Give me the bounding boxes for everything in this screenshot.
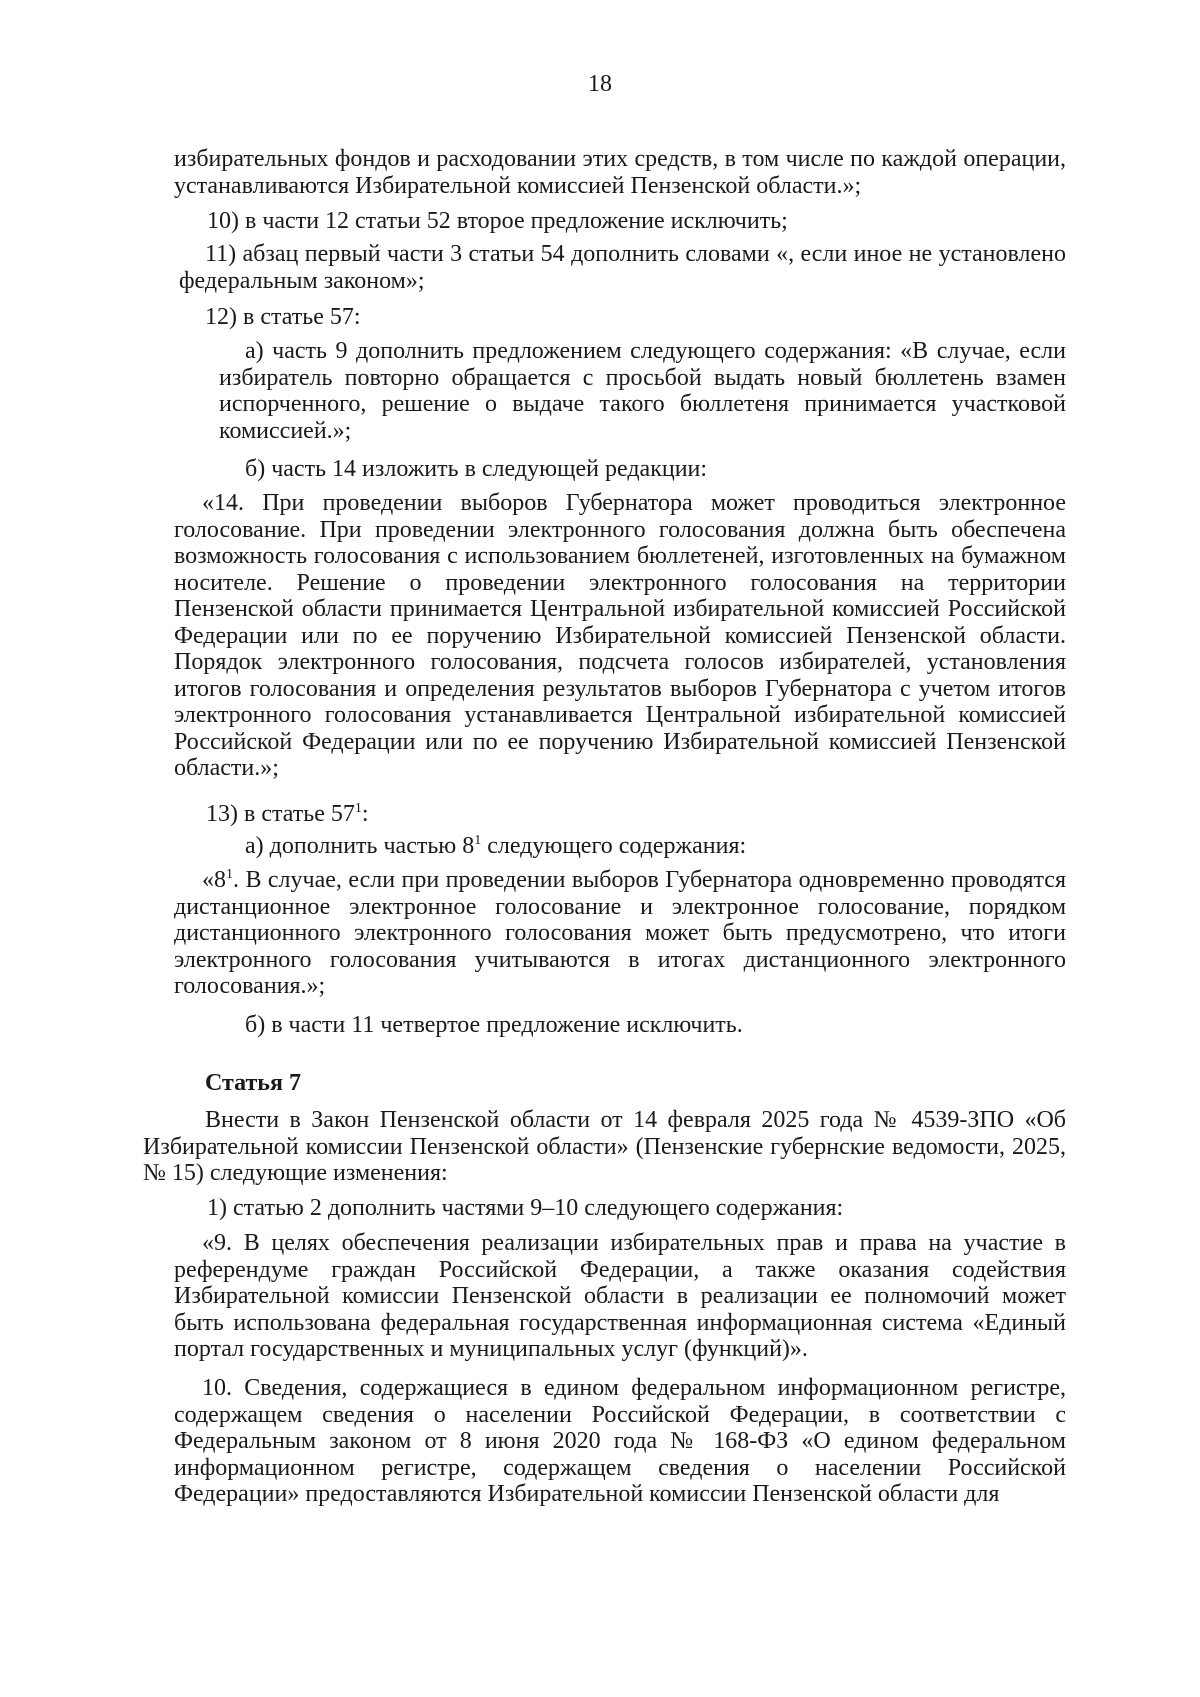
paragraph-9-text: а) дополнить частью 8 <box>245 833 475 859</box>
paragraph-2: 10) в части 12 статьи 52 второе предложение исключить; <box>207 208 788 234</box>
paragraph-9 <box>174 833 1066 860</box>
paragraph-12: Внести в Закон Пензенской области от 14 февраля 2025 года № 4539-ЗПО «Об Избирательной комиссии Пензенской области» (Пензенские губернские ведомости, 2025, № 15) следующие изменения: <box>143 1107 1066 1186</box>
paragraph-6: б) часть 14 изложить в следующей редакции: <box>245 456 708 482</box>
paragraph-3: 11) абзац первый части 3 статьи 54 дополнить словами «, если иное не установлено федеральным законом»; <box>179 241 1066 294</box>
paragraph-13: 1) статью 2 дополнить частями 9–10 следующего содержания: <box>207 1195 844 1221</box>
paragraph-5: а) часть 9 дополнить предложением следующего содержания: «В случае, если избиратель повторно обращается с просьбой выдать новый бюллетень взамен испорченного, решение о выдаче такого бюллетеня принимается участковой комиссией.»; <box>219 338 1066 444</box>
paragraph-10-tail: . В случае, если при проведении выборов Губернатора одновременно проводятся дистанционное электронное голосование и электронное голосование, порядком дистанционного электронного голосования может быть предусмотрено, что итоги электронного голосования учитываются в итогах дистанционного электронного голосования.»; <box>174 867 1066 999</box>
paragraph-10 <box>174 867 1066 1000</box>
paragraph-7: «14. При проведении выборов Губернатора может проводиться электронное голосование. При проведении электронного голосования должна быть обеспечена возможность голосования с использованием бюллетеней, изготовленных на бумажном носителе. Решение о проведении электронного голосования на территории Пензенской области принимается Центральной избирательной комиссией Российской Федерации или по ее поручению Избирательной комиссией Пензенской области. Порядок электронного голосования, подсчета голосов избирателей, установления итогов голосования и определения результатов выборов Губернатора с учетом итогов электронного голосования устанавливается Центральной избирательной комиссией Российской Федерации или по ее поручению Избирательной комиссией Пензенской области.»; <box>174 490 1066 781</box>
paragraph-9-superscript: 1 <box>474 833 482 848</box>
page-number: 18 <box>588 71 612 97</box>
paragraph-8-superscript: 1 <box>354 801 362 816</box>
article-heading: Статья 7 <box>205 1070 301 1096</box>
paragraph-1: избирательных фондов и расходовании этих средств, в том числе по каждой операции, устанавливаются Избирательной комиссией Пензенской области.»; <box>174 146 1066 199</box>
paragraph-9-tail: следующего содержания: <box>481 833 747 859</box>
paragraph-8 <box>174 801 1066 828</box>
paragraph-15: 10. Сведения, содержащиеся в едином федеральном информационном регистре, содержащем сведения о населении Российской Федерации, в соответствии с Федеральным законом от 8 июня 2020 года № 168-ФЗ «О едином федеральном информационном регистре, содержащем сведения о населении Российской Федерации» предоставляются Избирательной комиссии Пензенской области для <box>174 1375 1066 1507</box>
paragraph-8-tail: : <box>361 801 369 827</box>
paragraph-14: «9. В целях обеспечения реализации избирательных прав и права на участие в референдуме граждан Российской Федерации, а также оказания содействия Избирательной комиссии Пензенской области в реализации ее полномочий может быть использована федеральная государственная информационная система «Единый портал государственных и муниципальных услуг (функций)». <box>174 1230 1066 1362</box>
paragraph-11: б) в части 11 четвертое предложение исключить. <box>245 1012 743 1038</box>
paragraph-4: 12) в статье 57: <box>205 304 361 330</box>
paragraph-10-superscript: 1 <box>226 867 233 882</box>
paragraph-8-text: 13) в статье 57 <box>206 801 355 827</box>
paragraph-10-text: «8 <box>202 867 226 893</box>
